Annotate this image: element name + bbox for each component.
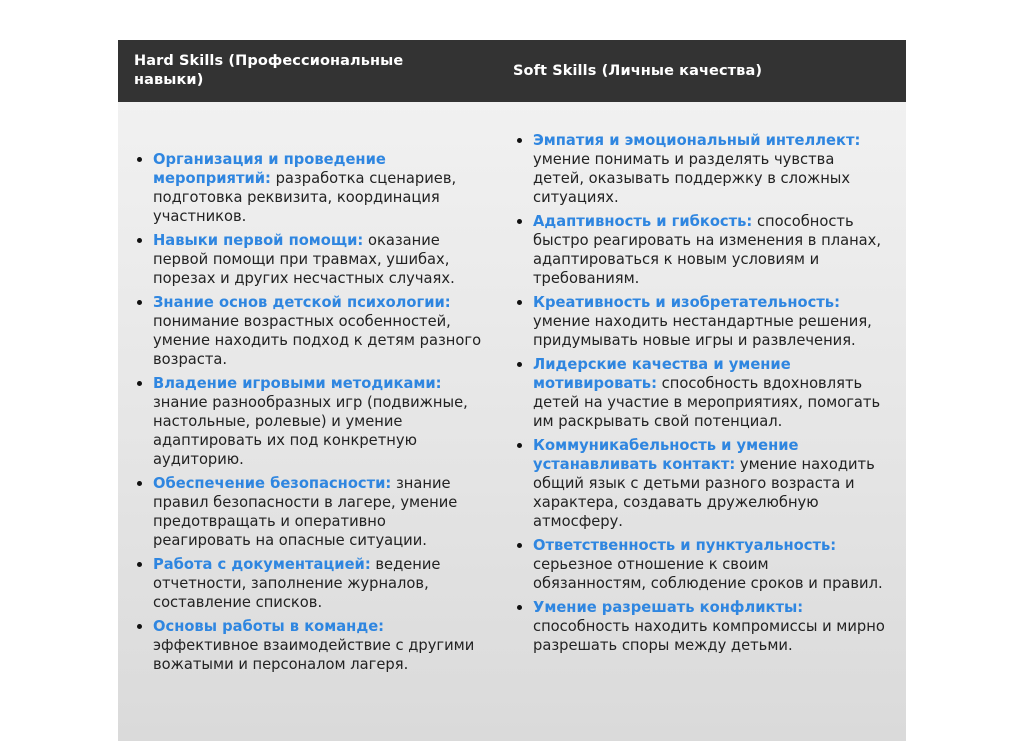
list-item (512, 598, 886, 655)
list-item (132, 374, 482, 469)
skill-description: способность находить компромиссы и мирно разрешать споры между детьми. (533, 618, 885, 654)
skill-description: разработка сценариев, подготовка реквизита, координация участников. (153, 170, 457, 225)
list-item (512, 436, 886, 531)
soft-skills-header: Soft Skills (Личные качества) (513, 62, 763, 79)
table-body (118, 102, 906, 741)
skill-description: ведение отчетности, заполнение журналов, составление списков. (153, 556, 441, 611)
table-header (118, 40, 906, 102)
soft-skills-list (512, 131, 886, 660)
list-item (132, 555, 482, 612)
skill-description: понимание возрастных особенностей, умение находить подход к детям разного возраста. (153, 313, 482, 368)
skill-description: серьезное отношение к своим обязанностям, соблюдение сроков и правил. (533, 556, 883, 592)
skill-description: оказание первой помощи при травмах, ушибах, порезах и других несчастных случаях. (153, 232, 455, 287)
list-item (132, 231, 482, 288)
list-item (132, 293, 482, 369)
skill-description: умение понимать и разделять чувства детей, оказывать поддержку в сложных ситуациях. (533, 151, 851, 206)
skill-term: Основы работы в команде: (153, 618, 385, 635)
list-item (512, 131, 886, 207)
skills-table (118, 40, 906, 741)
skill-term: Эмпатия и эмоциональный интеллект: (533, 132, 861, 149)
list-item (512, 355, 886, 431)
skill-term: Организация и проведение мероприятий: (153, 151, 386, 187)
skill-term: Знание основ детской психологии: (153, 294, 451, 311)
skill-description: эффективное взаимодействие с другими вожатыми и персоналом лагеря. (153, 637, 475, 673)
skill-description: знание разнообразных игр (подвижные, настольные, ролевые) и умение адаптировать их под конкретную аудиторию. (153, 394, 468, 468)
list-item (512, 536, 886, 593)
skill-description: знание правил безопасности в лагере, умение предотвращать и оперативно реагировать на опасные ситуации. (153, 475, 458, 549)
skill-description: умение находить нестандартные решения, придумывать новые игры и развлечения. (533, 313, 872, 349)
skill-term: Ответственность и пунктуальность: (533, 537, 837, 554)
skill-description: способность вдохновлять детей на участие в мероприятиях, помогать им раскрывать свой потенциал. (533, 375, 881, 430)
skill-term: Навыки первой помощи: (153, 232, 364, 249)
skill-term: Умение разрешать конфликты: (533, 599, 804, 616)
hard-skills-list (132, 150, 482, 679)
skill-description: способность быстро реагировать на изменения в планах, адаптироваться к новым условиям и требованиям. (533, 213, 882, 287)
list-item (512, 293, 886, 350)
skill-description: умение находить общий язык с детьми разного возраста и характера, создавать дружелюбную атмосферу. (533, 456, 875, 530)
skill-term: Адаптивность и гибкость: (533, 213, 753, 230)
hard-skills-header: Hard Skills (Профессиональные навыки) (134, 53, 404, 88)
skill-term: Лидерские качества и умение мотивировать: (533, 356, 791, 392)
skill-term: Владение игровыми методиками: (153, 375, 442, 392)
skill-term: Коммуникабельность и умение устанавливать контакт: (533, 437, 799, 473)
list-item (132, 150, 482, 226)
skill-term: Обеспечение безопасности: (153, 475, 392, 492)
list-item (132, 474, 482, 550)
list-item (132, 617, 482, 674)
skill-term: Креативность и изобретательность: (533, 294, 840, 311)
list-item (512, 212, 886, 288)
skill-term: Работа с документацией: (153, 556, 371, 573)
